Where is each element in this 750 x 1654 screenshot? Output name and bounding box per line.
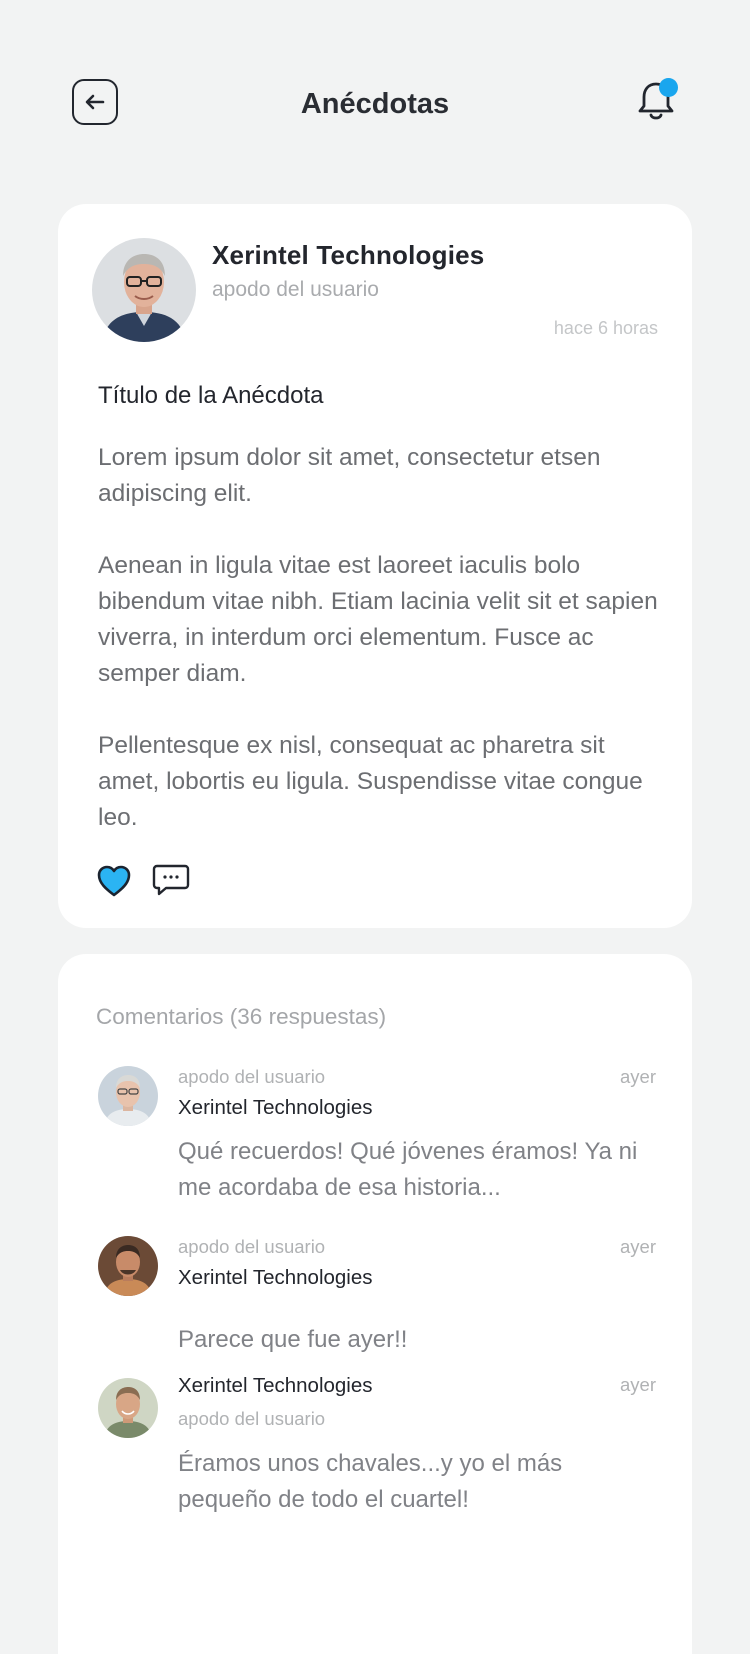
app-header [0,0,750,200]
post-paragraph: Lorem ipsum dolor sit amet, consectetur etsen adipiscing elit. [98,444,601,507]
comment-avatar[interactable] [98,1236,158,1296]
author-nickname: apodo del usuario [212,278,379,301]
comment-bubble-icon[interactable] [152,864,190,896]
comment-nickname: apodo del usuario [178,1066,326,1087]
author-avatar[interactable] [92,238,196,342]
comment-author[interactable]: Xerintel Technologies [178,1096,373,1119]
comment-text: Éramos unos chavales...y yo el más pequeño de todo el cuartel! [178,1450,563,1513]
comment-time: ayer [620,1236,656,1257]
comment-author[interactable]: Xerintel Technologies [178,1374,373,1397]
post-paragraph: Pellentesque ex nisl, consequat ac pharetra sit amet, lobortis eu ligula. Suspendisse vitae congue leo. [98,732,643,831]
post-body [98,440,658,872]
post-card [58,204,692,928]
comment-nickname: apodo del usuario [178,1408,326,1429]
comment-nickname: apodo del usuario [178,1236,326,1257]
post-paragraph: Aenean in ligula vitae est laoreet iaculis bolo bibendum vitae nibh. Etiam lacinia velit sit et sapien viverra, in interdum orci elementum. Fusce ac semper diam. [98,552,658,687]
author-name[interactable]: Xerintel Technologies [212,240,485,270]
comment-avatar[interactable] [98,1378,158,1438]
comment-avatar[interactable] [98,1066,158,1126]
comments-title: Comentarios (36 respuestas) [96,1004,387,1029]
post-timestamp: hace 6 horas [553,318,658,338]
comments-card [58,954,692,1654]
heart-icon[interactable] [96,864,132,898]
comment-time: ayer [620,1374,656,1395]
comment-author[interactable]: Xerintel Technologies [178,1266,373,1289]
comment-text: Parece que fue ayer!! [178,1326,408,1353]
notification-badge [659,78,678,97]
page-title: Anécdotas [300,88,450,120]
comment-text: Qué recuerdos! Qué jóvenes éramos! Ya ni me acordaba de esa historia... [178,1138,638,1201]
post-title: Título de la Anécdota [98,382,324,409]
comment-time: ayer [620,1066,656,1087]
